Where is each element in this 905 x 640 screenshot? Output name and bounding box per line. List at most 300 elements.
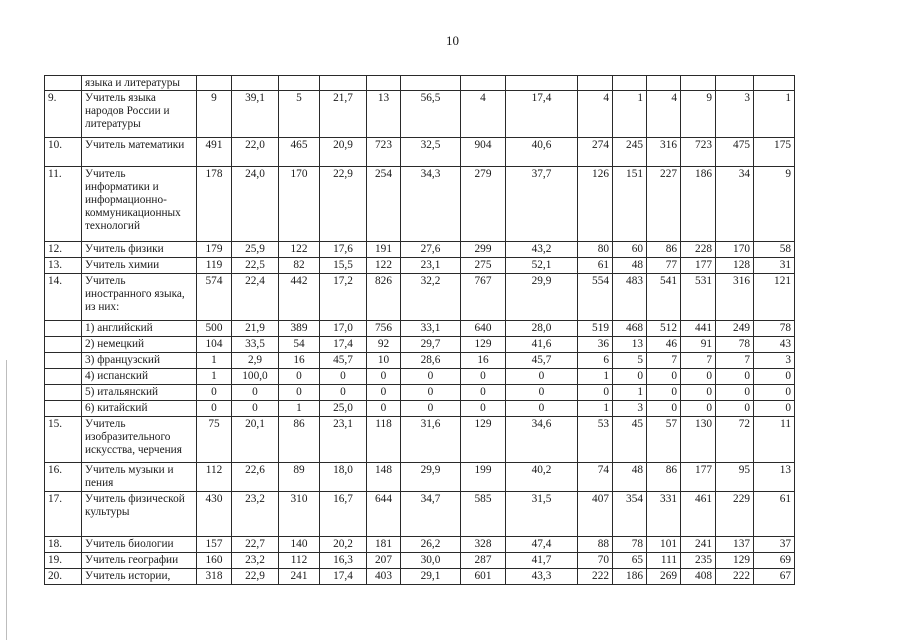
value-cell: 5 [279, 91, 320, 138]
value-cell: 104 [197, 337, 232, 353]
value-cell: 69 [754, 553, 795, 569]
value-cell: 0 [647, 401, 681, 417]
value-cell: 0 [232, 385, 279, 401]
value-cell: 31,6 [401, 417, 461, 463]
row-number-cell: 16. [45, 463, 82, 492]
value-cell: 17,0 [320, 321, 367, 337]
teacher-category-cell: Учитель иностранного языка, из них: [82, 274, 197, 321]
value-cell: 465 [279, 138, 320, 167]
value-cell: 1 [279, 401, 320, 417]
value-cell: 129 [716, 553, 754, 569]
value-cell: 328 [461, 537, 506, 553]
value-cell: 17,2 [320, 274, 367, 321]
value-cell: 20,1 [232, 417, 279, 463]
row-number-cell: 14. [45, 274, 82, 321]
value-cell: 191 [367, 242, 401, 258]
value-cell: 241 [279, 569, 320, 585]
table-row [45, 569, 795, 585]
value-cell: 28,6 [401, 353, 461, 369]
value-cell: 0 [506, 385, 578, 401]
value-cell: 541 [647, 274, 681, 321]
value-cell: 199 [461, 463, 506, 492]
value-cell: 101 [647, 537, 681, 553]
value-cell: 43,2 [506, 242, 578, 258]
value-cell: 89 [279, 463, 320, 492]
value-cell: 178 [197, 167, 232, 242]
value-cell: 78 [716, 337, 754, 353]
table-row [45, 553, 795, 569]
value-cell: 269 [647, 569, 681, 585]
value-cell: 186 [681, 167, 716, 242]
value-cell: 0 [401, 369, 461, 385]
value-cell: 756 [367, 321, 401, 337]
value-cell: 45,7 [506, 353, 578, 369]
value-cell: 245 [613, 138, 647, 167]
value-cell: 4 [578, 91, 613, 138]
value-cell: 16 [461, 353, 506, 369]
table-row [45, 242, 795, 258]
value-cell: 37 [754, 537, 795, 553]
value-cell: 61 [578, 258, 613, 274]
row-number-cell: 17. [45, 492, 82, 537]
value-cell: 22,6 [232, 463, 279, 492]
value-cell: 25,9 [232, 242, 279, 258]
value-cell: 29,7 [401, 337, 461, 353]
row-number-cell: 19. [45, 553, 82, 569]
row-number-cell: 12. [45, 242, 82, 258]
value-cell: 58 [754, 242, 795, 258]
value-cell: 22,9 [232, 569, 279, 585]
value-cell: 111 [647, 553, 681, 569]
teacher-category-cell: Учитель математики [82, 138, 197, 167]
value-cell: 0 [681, 369, 716, 385]
value-cell: 723 [681, 138, 716, 167]
value-cell: 0 [461, 369, 506, 385]
value-cell: 27,6 [401, 242, 461, 258]
value-cell: 519 [578, 321, 613, 337]
value-cell: 32,5 [401, 138, 461, 167]
row-number-cell: 11. [45, 167, 82, 242]
teacher-category-cell: 6) китайский [82, 401, 197, 417]
value-cell: 0 [506, 401, 578, 417]
value-cell: 5 [613, 353, 647, 369]
value-cell: 331 [647, 492, 681, 537]
value-cell: 0 [681, 385, 716, 401]
value-cell: 77 [647, 258, 681, 274]
table-row [45, 167, 795, 242]
row-number-cell: 15. [45, 417, 82, 463]
table-row [45, 463, 795, 492]
value-cell: 13 [367, 91, 401, 138]
value-cell [647, 76, 681, 91]
value-cell: 179 [197, 242, 232, 258]
value-cell: 129 [461, 337, 506, 353]
row-number-cell: 9. [45, 91, 82, 138]
value-cell: 227 [647, 167, 681, 242]
row-number-cell: 20. [45, 569, 82, 585]
value-cell: 408 [681, 569, 716, 585]
value-cell: 23,1 [320, 417, 367, 463]
value-cell: 86 [279, 417, 320, 463]
value-cell: 119 [197, 258, 232, 274]
value-cell: 157 [197, 537, 232, 553]
value-cell: 0 [647, 385, 681, 401]
value-cell: 130 [681, 417, 716, 463]
value-cell: 148 [367, 463, 401, 492]
value-cell [613, 76, 647, 91]
value-cell: 45,7 [320, 353, 367, 369]
teacher-statistics-table [44, 75, 795, 585]
value-cell: 21,7 [320, 91, 367, 138]
row-number-cell [45, 401, 82, 417]
value-cell: 22,0 [232, 138, 279, 167]
value-cell: 241 [681, 537, 716, 553]
row-number-cell [45, 353, 82, 369]
value-cell: 0 [647, 369, 681, 385]
value-cell: 41,6 [506, 337, 578, 353]
value-cell: 0 [461, 401, 506, 417]
value-cell: 177 [681, 463, 716, 492]
value-cell: 222 [716, 569, 754, 585]
value-cell: 287 [461, 553, 506, 569]
value-cell: 13 [613, 337, 647, 353]
value-cell [279, 76, 320, 91]
teacher-category-cell: Учитель изобразительного искусства, черчения [82, 417, 197, 463]
value-cell: 18,0 [320, 463, 367, 492]
value-cell: 41,7 [506, 553, 578, 569]
row-number-cell [45, 76, 82, 91]
value-cell: 26,2 [401, 537, 461, 553]
value-cell: 34,7 [401, 492, 461, 537]
row-number-cell [45, 369, 82, 385]
value-cell: 13 [754, 463, 795, 492]
value-cell: 140 [279, 537, 320, 553]
row-number-cell [45, 385, 82, 401]
value-cell: 22,9 [320, 167, 367, 242]
value-cell: 88 [578, 537, 613, 553]
value-cell: 4 [461, 91, 506, 138]
value-cell: 45 [613, 417, 647, 463]
table-row [45, 353, 795, 369]
value-cell: 468 [613, 321, 647, 337]
value-cell: 17,4 [506, 91, 578, 138]
value-cell: 17,4 [320, 337, 367, 353]
teacher-category-cell: Учитель химии [82, 258, 197, 274]
teacher-category-cell: Учитель истории, [82, 569, 197, 585]
value-cell: 0 [716, 385, 754, 401]
value-cell: 129 [461, 417, 506, 463]
value-cell: 53 [578, 417, 613, 463]
value-cell: 78 [754, 321, 795, 337]
value-cell: 0 [613, 369, 647, 385]
value-cell: 31,5 [506, 492, 578, 537]
value-cell: 82 [279, 258, 320, 274]
table-row [45, 337, 795, 353]
table-row [45, 385, 795, 401]
value-cell: 554 [578, 274, 613, 321]
value-cell: 0 [578, 385, 613, 401]
value-cell: 122 [279, 242, 320, 258]
value-cell: 354 [613, 492, 647, 537]
value-cell: 11 [754, 417, 795, 463]
value-cell: 229 [716, 492, 754, 537]
value-cell: 20,2 [320, 537, 367, 553]
value-cell: 316 [716, 274, 754, 321]
value-cell: 0 [716, 401, 754, 417]
table-row [45, 492, 795, 537]
page-number: 10 [446, 33, 459, 48]
value-cell: 91 [681, 337, 716, 353]
teacher-category-cell: Учитель музыки и пения [82, 463, 197, 492]
value-cell: 128 [716, 258, 754, 274]
value-cell: 483 [613, 274, 647, 321]
value-cell: 904 [461, 138, 506, 167]
value-cell: 23,1 [401, 258, 461, 274]
value-cell: 0 [716, 369, 754, 385]
value-cell: 186 [613, 569, 647, 585]
value-cell: 177 [681, 258, 716, 274]
value-cell: 75 [197, 417, 232, 463]
scan-edge-line [6, 360, 7, 640]
value-cell: 112 [197, 463, 232, 492]
teacher-category-cell: 4) испанский [82, 369, 197, 385]
value-cell: 207 [367, 553, 401, 569]
value-cell: 318 [197, 569, 232, 585]
value-cell: 65 [613, 553, 647, 569]
value-cell: 33,1 [401, 321, 461, 337]
value-cell: 574 [197, 274, 232, 321]
value-cell: 16,3 [320, 553, 367, 569]
value-cell: 126 [578, 167, 613, 242]
value-cell: 389 [279, 321, 320, 337]
value-cell: 640 [461, 321, 506, 337]
value-cell: 275 [461, 258, 506, 274]
value-cell: 222 [578, 569, 613, 585]
value-cell: 1 [578, 369, 613, 385]
value-cell: 52,1 [506, 258, 578, 274]
value-cell: 24,0 [232, 167, 279, 242]
value-cell: 235 [681, 553, 716, 569]
value-cell [367, 76, 401, 91]
table-row [45, 138, 795, 167]
value-cell: 33,5 [232, 337, 279, 353]
value-cell: 512 [647, 321, 681, 337]
value-cell: 0 [320, 369, 367, 385]
value-cell: 430 [197, 492, 232, 537]
value-cell: 160 [197, 553, 232, 569]
value-cell: 274 [578, 138, 613, 167]
value-cell: 22,4 [232, 274, 279, 321]
value-cell: 48 [613, 463, 647, 492]
teacher-category-cell: Учитель физической культуры [82, 492, 197, 537]
value-cell: 16 [279, 353, 320, 369]
value-cell: 170 [279, 167, 320, 242]
value-cell: 403 [367, 569, 401, 585]
value-cell: 0 [320, 385, 367, 401]
value-cell: 46 [647, 337, 681, 353]
value-cell: 1 [197, 353, 232, 369]
value-cell: 170 [716, 242, 754, 258]
value-cell: 181 [367, 537, 401, 553]
teacher-category-cell: Учитель географии [82, 553, 197, 569]
row-number-cell [45, 337, 82, 353]
value-cell: 34 [716, 167, 754, 242]
value-cell: 23,2 [232, 553, 279, 569]
teacher-category-cell: 5) итальянский [82, 385, 197, 401]
value-cell: 500 [197, 321, 232, 337]
value-cell: 601 [461, 569, 506, 585]
value-cell: 1 [578, 401, 613, 417]
value-cell: 0 [197, 401, 232, 417]
value-cell: 92 [367, 337, 401, 353]
value-cell: 491 [197, 138, 232, 167]
value-cell: 723 [367, 138, 401, 167]
teacher-category-cell: Учитель биологии [82, 537, 197, 553]
value-cell: 0 [232, 401, 279, 417]
value-cell [578, 76, 613, 91]
value-cell: 100,0 [232, 369, 279, 385]
table-row [45, 401, 795, 417]
value-cell: 0 [279, 369, 320, 385]
value-cell: 6 [578, 353, 613, 369]
value-cell: 0 [401, 385, 461, 401]
value-cell: 316 [647, 138, 681, 167]
value-cell: 29,9 [506, 274, 578, 321]
teacher-category-cell: 2) немецкий [82, 337, 197, 353]
value-cell: 0 [401, 401, 461, 417]
table-row [45, 91, 795, 138]
value-cell: 249 [716, 321, 754, 337]
value-cell: 0 [754, 385, 795, 401]
table-row [45, 258, 795, 274]
value-cell [401, 76, 461, 91]
value-cell: 9 [197, 91, 232, 138]
row-number-cell [45, 321, 82, 337]
value-cell: 0 [461, 385, 506, 401]
value-cell: 3 [716, 91, 754, 138]
value-cell: 475 [716, 138, 754, 167]
value-cell: 7 [716, 353, 754, 369]
value-cell: 1 [613, 385, 647, 401]
value-cell: 29,9 [401, 463, 461, 492]
value-cell: 228 [681, 242, 716, 258]
value-cell: 531 [681, 274, 716, 321]
value-cell: 9 [681, 91, 716, 138]
value-cell: 585 [461, 492, 506, 537]
value-cell: 21,9 [232, 321, 279, 337]
value-cell: 78 [613, 537, 647, 553]
value-cell: 175 [754, 138, 795, 167]
value-cell [232, 76, 279, 91]
table-row [45, 537, 795, 553]
value-cell: 0 [197, 385, 232, 401]
value-cell: 122 [367, 258, 401, 274]
value-cell: 1 [197, 369, 232, 385]
value-cell: 80 [578, 242, 613, 258]
value-cell: 30,0 [401, 553, 461, 569]
value-cell [754, 76, 795, 91]
value-cell: 32,2 [401, 274, 461, 321]
row-number-cell: 10. [45, 138, 82, 167]
value-cell: 20,9 [320, 138, 367, 167]
value-cell: 826 [367, 274, 401, 321]
value-cell: 2,9 [232, 353, 279, 369]
value-cell: 16,7 [320, 492, 367, 537]
row-number-cell: 18. [45, 537, 82, 553]
value-cell: 1 [754, 91, 795, 138]
value-cell: 3 [754, 353, 795, 369]
value-cell: 0 [279, 385, 320, 401]
teacher-category-cell: 3) французский [82, 353, 197, 369]
value-cell: 37,7 [506, 167, 578, 242]
value-cell: 0 [754, 369, 795, 385]
value-cell: 86 [647, 463, 681, 492]
value-cell: 17,4 [320, 569, 367, 585]
value-cell: 22,7 [232, 537, 279, 553]
value-cell: 0 [367, 369, 401, 385]
value-cell: 56,5 [401, 91, 461, 138]
value-cell: 0 [681, 401, 716, 417]
value-cell: 43,3 [506, 569, 578, 585]
value-cell: 72 [716, 417, 754, 463]
value-cell [197, 76, 232, 91]
value-cell: 254 [367, 167, 401, 242]
value-cell: 151 [613, 167, 647, 242]
teacher-category-cell: 1) английский [82, 321, 197, 337]
value-cell: 279 [461, 167, 506, 242]
value-cell: 441 [681, 321, 716, 337]
table-row [45, 321, 795, 337]
value-cell: 67 [754, 569, 795, 585]
value-cell [681, 76, 716, 91]
value-cell: 310 [279, 492, 320, 537]
value-cell: 112 [279, 553, 320, 569]
value-cell: 57 [647, 417, 681, 463]
value-cell: 23,2 [232, 492, 279, 537]
value-cell: 118 [367, 417, 401, 463]
value-cell [461, 76, 506, 91]
value-cell: 34,6 [506, 417, 578, 463]
teacher-category-cell: Учитель языка народов России и литературы [82, 91, 197, 138]
value-cell: 0 [367, 385, 401, 401]
value-cell: 28,0 [506, 321, 578, 337]
value-cell: 0 [754, 401, 795, 417]
table-row [45, 417, 795, 463]
value-cell: 10 [367, 353, 401, 369]
value-cell: 0 [367, 401, 401, 417]
value-cell: 299 [461, 242, 506, 258]
value-cell: 95 [716, 463, 754, 492]
value-cell: 9 [754, 167, 795, 242]
table-row [45, 274, 795, 321]
value-cell: 54 [279, 337, 320, 353]
value-cell: 137 [716, 537, 754, 553]
value-cell: 47,4 [506, 537, 578, 553]
value-cell: 767 [461, 274, 506, 321]
value-cell: 0 [506, 369, 578, 385]
value-cell: 40,6 [506, 138, 578, 167]
teacher-category-cell: языка и литературы [82, 76, 197, 91]
value-cell [320, 76, 367, 91]
value-cell: 7 [681, 353, 716, 369]
value-cell: 22,5 [232, 258, 279, 274]
value-cell: 1 [613, 91, 647, 138]
row-number-cell: 13. [45, 258, 82, 274]
value-cell: 121 [754, 274, 795, 321]
teacher-category-cell: Учитель физики [82, 242, 197, 258]
value-cell: 39,1 [232, 91, 279, 138]
value-cell: 3 [613, 401, 647, 417]
